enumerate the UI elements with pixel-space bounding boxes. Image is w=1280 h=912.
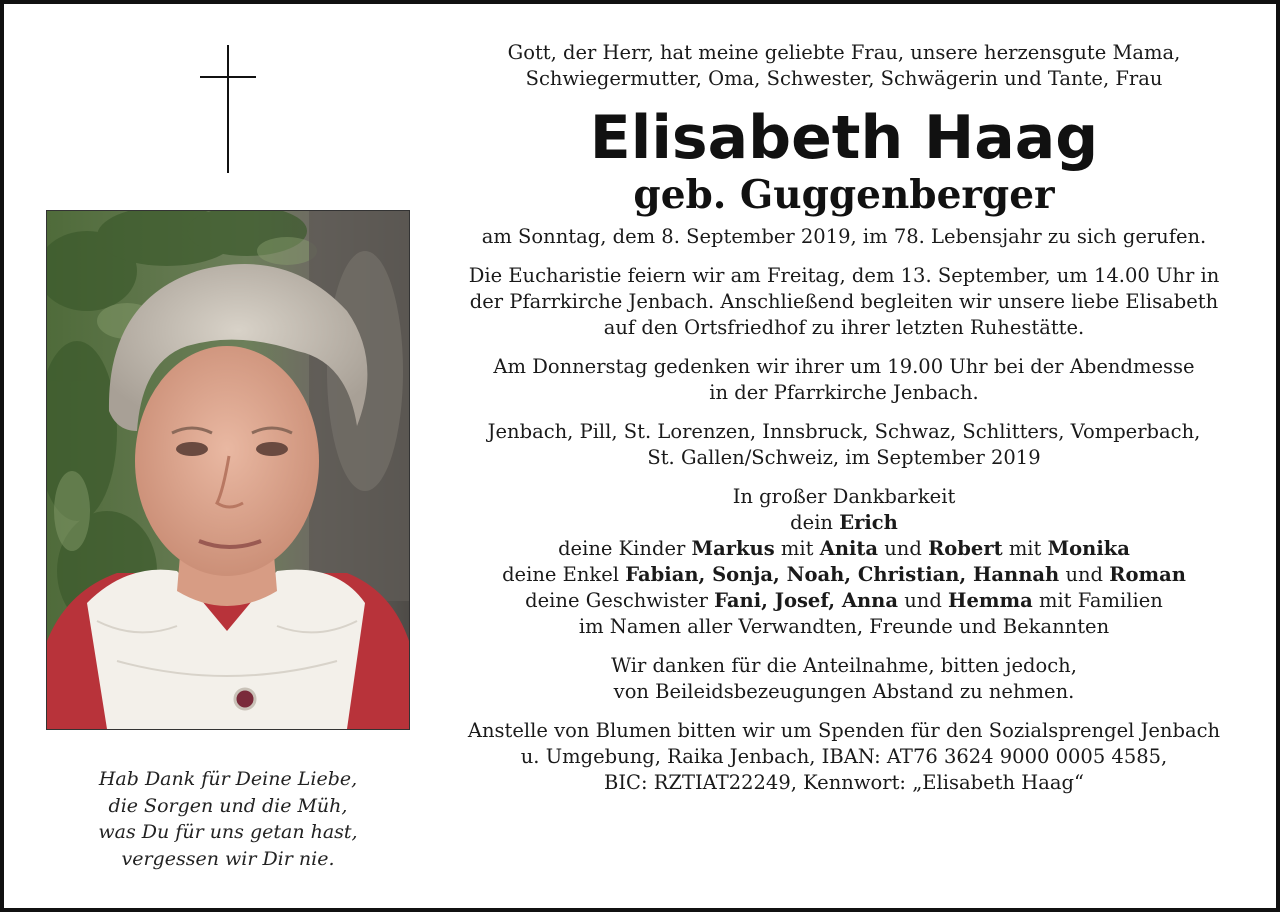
mass-line: der Pfarrkirche Jenbach. Anschließend begleiten wir unsere liebe Elisabeth: [469, 290, 1219, 313]
mass-line: Die Eucharistie feiern wir am Freitag, dem 13. September, um 14.00 Uhr in: [468, 264, 1220, 287]
donation-line: u. Umgebung, Raika Jenbach, IBAN: AT76 3624 9000 0005 4585,: [520, 745, 1168, 768]
places-line: Jenbach, Pill, St. Lorenzen, Innsbruck, Schwaz, Schlitters, Vomperbach,: [487, 420, 1201, 443]
donation-line: Anstelle von Blumen bitten wir um Spenden für den Sozialsprengel Jenbach: [467, 719, 1221, 742]
poem-line: vergessen wir Dir nie.: [121, 847, 335, 870]
mass-line: auf den Ortsfriedhof zu ihrer letzten Ruhestätte.: [603, 316, 1085, 339]
intro-line: Schwiegermutter, Oma, Schwester, Schwägerin und Tante, Frau: [525, 67, 1163, 90]
mourner-children: deine Kinder Markus mit Anita und Robert mit Monika: [558, 537, 1130, 560]
mourner-siblings: deine Geschwister Fani, Josef, Anna und Hemma mit Familien: [525, 589, 1163, 612]
intro-line: Gott, der Herr, hat meine geliebte Frau, unsere herzensgute Mama,: [507, 41, 1181, 64]
memorial-line: Am Donnerstag gedenken wir ihrer um 19.00 Uhr bei der Abendmesse: [493, 355, 1195, 378]
mourner-husband: dein Erich: [790, 511, 898, 534]
mourner-relatives: im Namen aller Verwandten, Freunde und Bekannten: [578, 615, 1110, 638]
thanks-line: von Beileidsbezeugungen Abstand zu nehmen.: [613, 680, 1075, 703]
thanks-line: Wir danken für die Anteilnahme, bitten jedoch,: [611, 654, 1077, 677]
mourner-grandchildren: deine Enkel Fabian, Sonja, Noah, Christian, Hannah und Roman: [502, 563, 1186, 586]
donation-line: BIC: RZTIAT22249, Kennwort: „Elisabeth Haag“: [604, 771, 1084, 794]
death-announcement: am Sonntag, dem 8. September 2019, im 78. Lebensjahr zu sich gerufen.: [481, 225, 1207, 248]
memorial-line: in der Pfarrkirche Jenbach.: [709, 381, 979, 404]
obituary-text: [444, 40, 1244, 796]
portrait-photo: [46, 210, 410, 730]
gratitude-line: In großer Dankbarkeit: [732, 485, 956, 508]
memorial-poem: [40, 766, 416, 872]
poem-line: was Du für uns getan hast,: [98, 821, 358, 843]
maiden-name: geb. Guggenberger: [633, 172, 1055, 218]
deceased-name: Elisabeth Haag: [589, 103, 1099, 173]
poem-line: Hab Dank für Deine Liebe,: [98, 768, 358, 790]
places-line: St. Gallen/Schweiz, im September 2019: [647, 446, 1041, 469]
poem-line: die Sorgen und die Müh,: [108, 794, 348, 817]
cross-icon: [200, 45, 256, 173]
